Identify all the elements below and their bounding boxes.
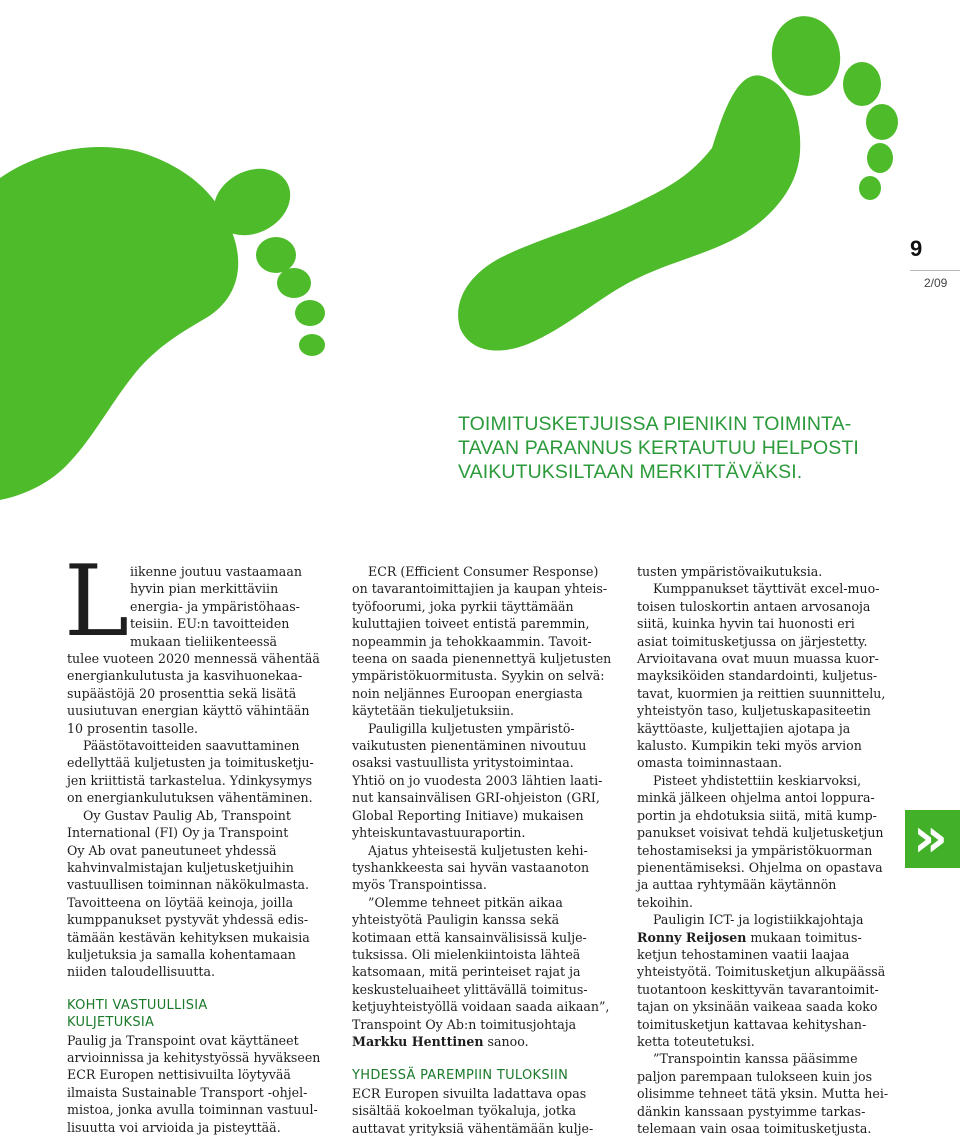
text-line: Päästötavoitteiden saavuttaminen [83, 738, 300, 754]
text-line: uusiutuvan energian käyttö vähintään [67, 703, 310, 719]
text-line: siitä, kuinka hyvin tai huonosti eri [637, 616, 855, 632]
text-line: noin neljännes Euroopan energiasta [352, 685, 583, 701]
text-line: keskusteluaiheet ylittävällä toimitus- [352, 981, 588, 997]
continue-marker [905, 806, 960, 869]
text-line: tavat, kuormien ja reittien suunnittelu, [637, 685, 886, 701]
headline-line: TOIMITUSKETJUISSA PIENIKIN TOIMINTA- [458, 413, 852, 435]
text-line: pienentämiseksi. Ohjelma on opastava [637, 859, 883, 875]
text-line: Yhtiö on jo vuodesta 2003 lähtien laati- [352, 772, 603, 788]
subheading: YHDESSÄ PAREMPIIN TULOKSIIN [352, 1068, 569, 1084]
paragraph [67, 807, 320, 981]
text-line: Transpoint Oy Ab:n toimitusjohtaja [352, 1016, 577, 1032]
page-number: 9 [910, 236, 923, 261]
text-line: mukaan tieliikenteessä [130, 633, 278, 649]
text-line: teena on saada pienennettyä kuljetusten [352, 651, 612, 667]
text-line: tuksissa. Oli mielenkiintoista lähteä [352, 946, 581, 962]
text-line: panukset voisivat tehdä kuljetusketjun [637, 825, 884, 841]
text-line: supäästöjä 20 prosenttia sekä lisätä [67, 685, 297, 701]
text-line: katsomaan, mitä perinteiset rajat ja [352, 964, 581, 980]
text-line: ja auttaa ryhtymään käytännön [637, 877, 837, 893]
text-line: tulee vuoteen 2020 mennessä vähentää [67, 651, 320, 667]
text-line: omasta toiminnastaan. [637, 755, 783, 771]
paragraph [352, 720, 611, 842]
double-chevron-icon: » [913, 806, 948, 869]
text-line: ”Transpointin kanssa pääsimme [653, 1051, 858, 1067]
drop-cap: L [64, 545, 130, 659]
text-line: on tavarantoimittajien ja kaupan yhteis- [352, 581, 608, 597]
text-line [352, 1033, 611, 1050]
text-line: iikenne joutuu vastaamaan [130, 564, 302, 579]
left-footprint-toe-5 [299, 334, 325, 356]
text-line: kotimaan että kansainvälisissä kulje- [352, 929, 587, 945]
text-line: energia- ja ympäristöhaas- [130, 598, 300, 614]
text-line: ilmaista Sustainable Transport -ohjel- [67, 1084, 308, 1100]
text-line: tusten ympäristövaikutuksia. [637, 564, 823, 579]
text-line: kahvinvalmistajan kuljetusketjuihin [67, 859, 294, 875]
article-column-2 [352, 563, 611, 1137]
person-name: Markku Henttinen [352, 1033, 484, 1049]
text-line: ECR Europen sivuilta ladattava opas [352, 1085, 587, 1101]
article-column-3 [637, 563, 888, 1137]
text-line: tämään kestävän kehityksen mukaisia [67, 929, 310, 945]
text-fragment: sanoo. [483, 1033, 529, 1049]
paragraph [637, 911, 888, 1050]
text-line: arvioinnissa ja kehitystyössä hyväkseen [67, 1049, 321, 1065]
text-line: Pauligilla kuljetusten ympäristö- [368, 720, 575, 736]
paragraph [67, 563, 320, 737]
left-footprint-toe-4 [295, 300, 325, 326]
text-line: Tavoitteena on löytää keinoja, joilla [67, 894, 294, 910]
paragraph [352, 563, 611, 720]
paragraph [637, 772, 888, 911]
text-line: Oy Ab ovat paneutuneet yhdessä [67, 842, 277, 858]
text-line: Pisteet yhdistettiin keskiarvoksi, [653, 772, 862, 788]
text-line: jen kriittistä tarkastelua. Ydinkysymys [67, 772, 313, 788]
text-line: myös Transpointissa. [352, 877, 487, 893]
text-line: tajan on yksinään vaikeaa saada koko [637, 999, 878, 1015]
text-line: auttavat yrityksiä vähentämään kulje- [352, 1120, 594, 1136]
text-line: nut kansainvälisen GRI-ohjeiston (GRI, [352, 790, 600, 806]
paragraph [352, 894, 611, 1051]
text-line: 10 prosentin tasolle. [67, 720, 199, 736]
text-line: telemaan vain osaa toimitusketjusta. [637, 1121, 872, 1136]
headline-line: TAVAN PARANNUS KERTAUTUU HELPOSTI [458, 437, 859, 459]
text-line: tekoihin. [637, 894, 694, 910]
text-line [637, 929, 888, 946]
text-line: ”Olemme tehneet pitkän aikaa [368, 894, 563, 910]
text-line: nopeammin ja tehokkaammin. Tavoit- [352, 633, 592, 649]
text-line: tehostamiseksi ja ympäristökuorman [637, 842, 873, 858]
text-line: dänkin kanssaan pystyimme tarkas- [637, 1103, 866, 1119]
text-line: ketjun tehostaminen vaatii laajaa [637, 946, 850, 962]
left-footprint-toe-3 [277, 268, 311, 298]
left-footprint-sole [0, 147, 238, 500]
text-line: yhteistyötä. Toimitusketjun alkupäässä [637, 964, 886, 980]
right-footprint-toe-4 [867, 143, 893, 173]
text-line: kalusto. Kumpikin teki myös arvion [637, 738, 862, 754]
person-name: Ronny Reijosen [637, 929, 747, 945]
headline [458, 412, 928, 484]
paragraph [352, 842, 611, 894]
right-footprint-toe-2 [843, 62, 881, 106]
paragraph [67, 737, 320, 807]
text-line: yhteiskuntavastuuraportin. [352, 825, 526, 841]
text-line: Global Reporting Initiave) mukaisen [352, 807, 584, 823]
issue-number: 2/09 [924, 276, 948, 290]
text-line: olisimme tehneet tätä yksin. Mutta hei- [637, 1086, 889, 1102]
paragraph [67, 1032, 320, 1136]
paragraph [637, 580, 888, 771]
text-line: teisiin. EU:n tavoitteiden [130, 616, 290, 632]
left-footprint-toe-2 [256, 237, 296, 273]
text-fragment: mukaan toimitus- [746, 929, 862, 945]
page-number-divider [910, 270, 960, 271]
text-line: International (FI) Oy ja Transpoint [67, 825, 289, 841]
text-line: yhteistyön taso, kuljetuskapasiteetin [637, 703, 871, 719]
paragraph [637, 563, 888, 580]
text-line: vaikutusten pienentäminen nivoutuu [352, 738, 587, 754]
text-line: käytetään tiekuljetuksiin. [352, 703, 515, 719]
text-line: lisuutta voi arvioida ja pisteyttää. [67, 1119, 281, 1135]
subheading: KOHTI VASTUULLISIA [67, 997, 208, 1013]
text-line: käyttöaste, kuljettajien ajotapa ja [637, 720, 851, 736]
text-line: asiat toimitusketjussa on järjestetty. [637, 633, 868, 649]
text-line: sisältää kokoelman työkaluja, jotka [352, 1103, 577, 1119]
text-line: portin ja ehdotuksia siitä, mitä kump- [637, 807, 877, 823]
text-line: hyvin pian merkittäviin [130, 581, 279, 597]
subheading: KULJETUKSIA [67, 1015, 155, 1031]
text-line: mayksiköiden standardointi, kuljetus- [637, 668, 878, 684]
text-line: tyshankkeesta sai hyvän vastaanoton [352, 859, 590, 875]
text-line: paljon parempaan tulokseen kuin jos [637, 1068, 873, 1084]
text-line: minkä jälkeen ohjelma antoi loppura- [637, 790, 875, 806]
text-line: kuluttajien toiveet entistä paremmin, [352, 616, 590, 632]
paragraph [637, 1050, 888, 1137]
text-line: Paulig ja Transpoint ovat käyttäneet [67, 1032, 299, 1048]
text-line: Kumppanukset täyttivät excel-muo- [653, 581, 880, 597]
text-line: on energiankulutuksen vähentäminen. [67, 790, 313, 806]
right-footprint-sole [458, 75, 800, 350]
paragraph [352, 1085, 611, 1137]
text-line: Arvioitavana ovat muun muassa kuor- [637, 651, 879, 667]
text-line: työfoorumi, joka pyrkii täyttämään [352, 598, 574, 614]
right-footprint-toe-5 [859, 176, 881, 200]
text-line: tuotantoon keskittyvän tavarantoimit- [637, 981, 879, 997]
text-line: ECR Europen nettisivuilta löytyvää [67, 1067, 291, 1083]
text-line: ketta toteutetuksi. [637, 1033, 755, 1049]
text-line: kuljetuksia ja samalla kohentamaan [67, 946, 296, 962]
text-line: osaksi vastuullista yritystoimintaa. [352, 755, 574, 771]
headline-line: VAIKUTUKSILTAAN MERKITTÄVÄKSI. [458, 461, 803, 483]
text-line: ketjuyhteistyöllä voidaan saada aikaan”, [352, 999, 610, 1015]
text-line: Ajatus yhteisestä kuljetusten kehi- [368, 842, 588, 858]
text-line: energiankulutusta ja kasvihuonekaa- [67, 668, 303, 684]
text-line: niiden taloudellisuutta. [67, 964, 216, 980]
text-line: edellyttää kuljetusten ja toimitusketju- [67, 755, 314, 771]
text-line: ECR (Efficient Consumer Response) [368, 564, 599, 579]
text-line: yhteistyötä Pauligin kanssa sekä [352, 912, 560, 928]
text-line: mistoa, jonka avulla toiminnan vastuul- [67, 1102, 318, 1118]
text-line: toisen tuloskortin antaen arvosanoja [637, 598, 871, 614]
text-line: toimitusketjun kattavaa kehityshan- [637, 1016, 867, 1032]
text-line: kumppanukset pystyvät yhdessä edis- [67, 912, 309, 928]
text-line: Oy Gustav Paulig Ab, Transpoint [83, 807, 291, 823]
text-line: ympäristökuormitusta. Syykin on selvä: [352, 668, 605, 684]
text-line: vastuullisen toiminnan näkökulmasta. [67, 877, 310, 893]
article-column-1 [67, 563, 320, 1136]
right-footprint-toe-3 [866, 104, 898, 140]
text-line: Pauligin ICT- ja logistiikkajohtaja [653, 912, 864, 928]
